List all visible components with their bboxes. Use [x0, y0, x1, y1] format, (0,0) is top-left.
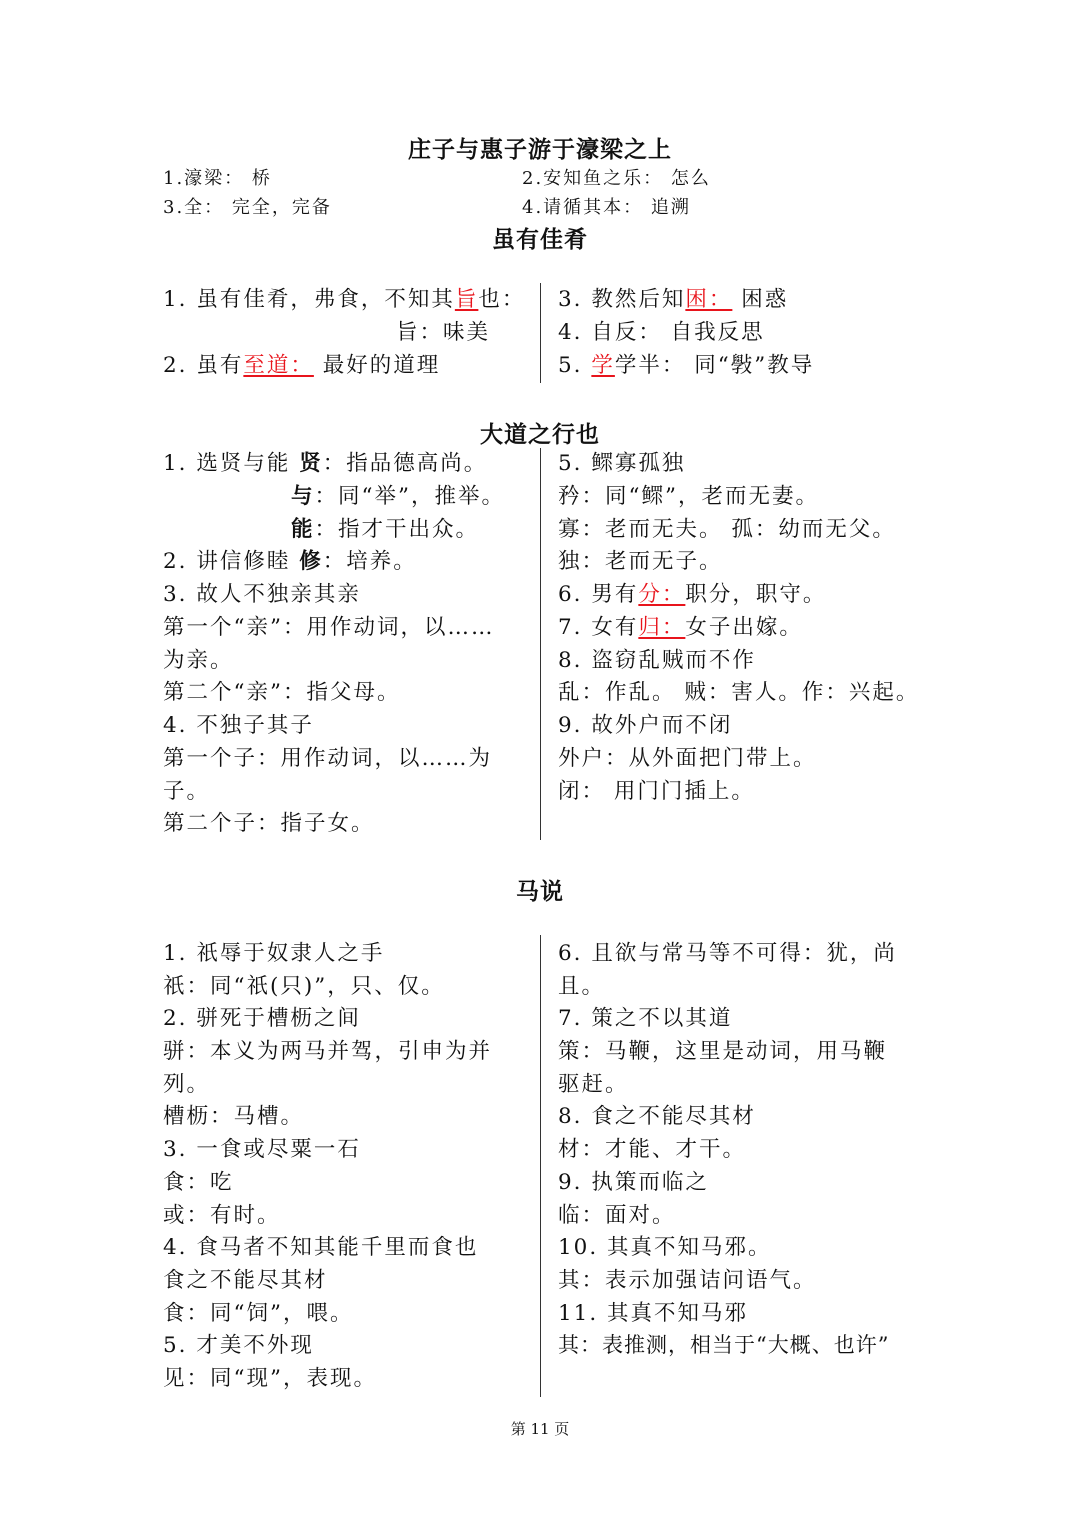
zhuangzi-item-2: 2.安知鱼之乐： 怎么: [522, 168, 711, 189]
mashuo-left-13: 5. 才美不外现: [163, 1333, 314, 1358]
text: 困惑: [732, 287, 789, 312]
mashuo-left-10: 4. 食马者不知其能千里而食也: [163, 1235, 479, 1260]
mashuo-left-4: 骈：本义为两马并驾，引申为并: [163, 1039, 493, 1064]
text: 1. 选贤与能: [163, 451, 300, 476]
section-title-jiayao: 虽有佳肴: [492, 226, 588, 253]
keyword: 修: [299, 549, 323, 574]
dadao-left-2: [291, 480, 505, 513]
text: ：同“举”，推举。: [314, 484, 505, 509]
mashuo-right-3: 7. 策之不以其道: [558, 1006, 733, 1031]
jiayao-line-4: 4. 自反： 自我反思: [558, 320, 765, 345]
dadao-right-8: 乱：作乱。 贼：害人。作：兴起。: [558, 680, 920, 705]
dadao-left-7: 为亲。: [163, 648, 234, 673]
highlight: 分：: [638, 582, 686, 607]
highlight: 困：: [685, 287, 733, 312]
dadao-right-9: 9. 故外户而不闭: [558, 713, 733, 738]
mashuo-left-11: 食之不能尽其材: [163, 1268, 328, 1293]
jiayao-line-5: [558, 349, 814, 382]
mashuo-right-4: 策：马鞭，这里是动词，用马鞭: [558, 1039, 888, 1064]
dadao-right-4: 独：老而无子。: [558, 549, 723, 574]
dadao-right-2: 矜：同“鳏”，老而无妻。: [558, 484, 819, 509]
mashuo-left-7: 3. 一食或尽粟一石: [163, 1137, 361, 1162]
zhuangzi-item-3: 3.全： 完全，完备: [163, 197, 332, 218]
mashuo-right-11: 其：表示加强诘问语气。: [558, 1268, 817, 1293]
text: 2. 虽有: [163, 353, 244, 378]
keyword: 贤: [299, 451, 323, 476]
dadao-left-12: 第二个子：指子女。: [163, 811, 375, 836]
text: ：培养。: [322, 549, 417, 574]
text: 6. 男有: [558, 582, 639, 607]
text: ：指才干出众。: [314, 517, 480, 542]
jiayao-line-3: [558, 283, 788, 316]
keyword: 能: [291, 517, 315, 542]
mashuo-left-9: 或：有时。: [163, 1203, 281, 1228]
dadao-right-5: [558, 578, 826, 611]
highlight: 归：: [638, 615, 686, 640]
dadao-left-10: 第一个子：用作动词，以……为: [163, 746, 493, 771]
mashuo-right-5: 驱赶。: [558, 1072, 629, 1097]
text: 职分，职守。: [685, 582, 827, 607]
jiayao-line-1-note: 旨：味美: [396, 320, 491, 345]
text: 也：: [478, 287, 526, 312]
text: 最好的道理: [313, 353, 441, 378]
dadao-right-1: 5. 鳏寡孤独: [558, 451, 686, 476]
dadao-left-1: [163, 447, 487, 480]
dadao-left-4: [163, 545, 417, 578]
zhuangzi-item-4: 4.请循其本： 追溯: [522, 197, 691, 218]
section-title-mashuo: 马说: [516, 878, 564, 905]
dadao-left-8: 第二个“亲”：指父母。: [163, 680, 401, 705]
text: 2. 讲信修睦: [163, 549, 300, 574]
dadao-left-11: 子。: [163, 779, 211, 804]
highlight: 至道：: [243, 353, 314, 378]
zhuangzi-item-1: 1.濠梁： 桥: [163, 168, 272, 189]
highlight: 学: [591, 353, 615, 378]
column-divider: [540, 448, 541, 840]
mashuo-right-2: 且。: [558, 974, 606, 999]
mashuo-left-1: 1. 祇辱于奴隶人之手: [163, 941, 385, 966]
jiayao-line-1: [163, 283, 525, 316]
text: 女子出嫁。: [685, 615, 803, 640]
mashuo-left-8: 食：吃: [163, 1170, 234, 1195]
dadao-right-10: 外户：从外面把门带上。: [558, 746, 817, 771]
mashuo-right-12: 11. 其真不知马邪: [558, 1301, 749, 1326]
dadao-right-6: [558, 611, 803, 644]
mashuo-left-3: 2. 骈死于槽枥之间: [163, 1006, 361, 1031]
section-title-dadao: 大道之行也: [480, 421, 600, 448]
mashuo-right-8: 9. 执策而临之: [558, 1170, 709, 1195]
dadao-left-6: 第一个“亲”：用作动词，以……: [163, 615, 495, 640]
mashuo-right-7: 材：才能、才干。: [558, 1137, 747, 1162]
keyword: 与: [291, 484, 315, 509]
text: 3. 教然后知: [558, 287, 686, 312]
dadao-right-7: 8. 盗窃乱贼而不作: [558, 648, 756, 673]
mashuo-left-6: 槽枥：马槽。: [163, 1104, 305, 1129]
highlight: 旨: [454, 287, 479, 312]
mashuo-right-10: 10. 其真不知马邪。: [558, 1235, 772, 1260]
text: 5.: [558, 353, 592, 378]
section-title-zhuangzi: 庄子与惠子游于濠梁之上: [408, 136, 672, 163]
dadao-right-3: 寡：老而无夫。 孤：幼而无父。: [558, 517, 896, 542]
mashuo-right-1: 6. 且欲与常马等不可得：犹，尚: [558, 941, 897, 966]
jiayao-line-2: [163, 349, 440, 382]
mashuo-left-5: 列。: [163, 1072, 211, 1097]
mashuo-right-6: 8. 食之不能尽其材: [558, 1104, 756, 1129]
dadao-left-5: 3. 故人不独亲其亲: [163, 582, 361, 607]
text: 学半： 同“斅”教导: [614, 353, 815, 378]
dadao-left-9: 4. 不独子其子: [163, 713, 314, 738]
mashuo-left-2: 祇：同“祇(只)”，只、仅。: [163, 974, 445, 999]
dadao-left-3: [291, 513, 479, 546]
page-number: 第 11 页: [510, 1420, 570, 1438]
text: 7. 女有: [558, 615, 639, 640]
column-divider: [540, 935, 541, 1397]
mashuo-left-14: 见：同“现”，表现。: [163, 1366, 377, 1391]
text: ：指品德高尚。: [322, 451, 488, 476]
mashuo-right-9: 临：面对。: [558, 1203, 676, 1228]
mashuo-left-12: 食：同“饲”，喂。: [163, 1301, 354, 1326]
column-divider: [540, 283, 541, 383]
dadao-right-11: 闭： 用门门插上。: [558, 779, 755, 804]
text: 1. 虽有佳肴，弗食，不知其: [163, 287, 455, 312]
mashuo-right-13: 其：表推测，相当于“大概、也许”: [558, 1333, 890, 1357]
